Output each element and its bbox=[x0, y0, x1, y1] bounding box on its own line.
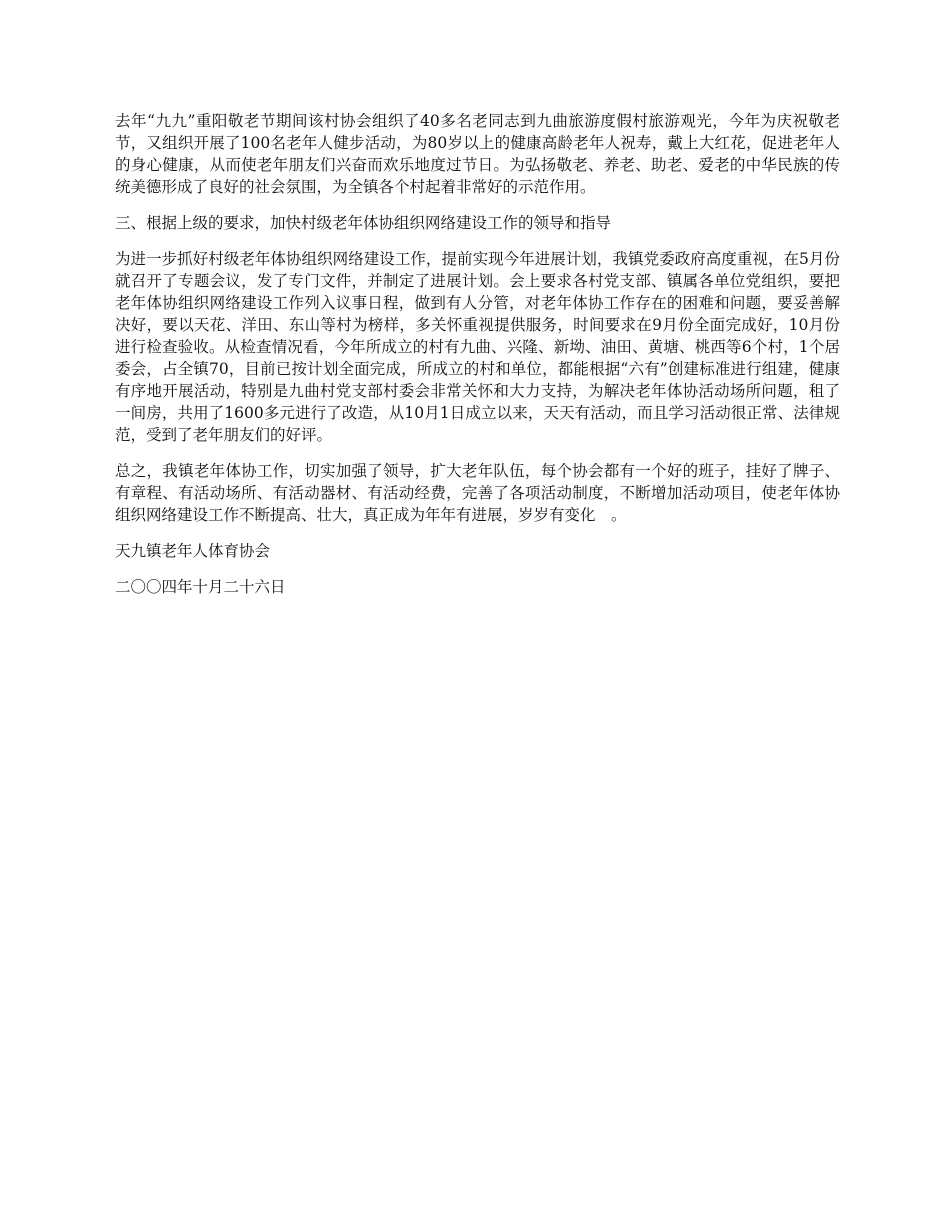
signature-date: 二〇〇四年十月二十六日 bbox=[115, 578, 286, 596]
paragraph-celebration: 去年“九九”重阳敬老节期间该村协会组织了40多名老同志到九曲旅游度假村旅游观光，今年为庆祝敬老节，又组织开展了100名老年人健步活动，为80岁以上的健康高龄老年人祝寿，戴上大红花，促进老年人的身心健康，从而使老年朋友们兴奋而欢乐地度过节日。为弘扬敬老、养老、助老、爱老的中华民族的传统美德形成了良好的社会氛围，为全镇各个村起着非常好的示范作用。 bbox=[115, 112, 840, 196]
paragraph-network-building: 为进一步抓好村级老年体协组织网络建设工作，提前实现今年进展计划，我镇党委政府高度重视，在5月份就召开了专题会议，发了专门文件，并制定了进展计划。会上要求各村党支部、镇属各单位党组织，要把老年体协组织网络建设工作列入议事日程，做到有人分管，对老年体协工作存在的困难和问题，要妥善解决好，要以天花、洋田、东山等村为榜样，多关怀重视提供服务，时间要求在9月份全面完成好，10月份进行检查验收。从检查情况看，今年所成立的村有九曲、兴隆、新坳、油田、黄塘、桃西等6个村，1个居委会，占全镇70，目前已按计划全面完成，所成立的村和单位，都能根据“六有”创建标准进行组建，健康有序地开展活动，特别是九曲村党支部村委会非常关怀和大力支持，为解决老年体协活动场所问题，租了一间房，共用了1600多元进行了改造，从10月1日成立以来，天天有活动，而且学习活动很正常、法律规范，受到了老年朋友们的好评。 bbox=[115, 250, 840, 444]
section-heading-three: 三、根据上级的要求，加快村级老年体协组织网络建设工作的领导和指导 bbox=[115, 214, 612, 232]
document-body bbox=[115, 110, 840, 612]
signature-organization: 天九镇老年人体育协会 bbox=[115, 542, 271, 560]
paragraph-summary: 总之，我镇老年体协工作，切实加强了领导，扩大老年队伍，每个协会都有一个好的班子，挂好了牌子、有章程、有活动场所、有活动器材、有活动经费，完善了各项活动制度，不断增加活动项目，使老年体协组织网络建设工作不断提高、壮大，真正成为年年有进展，岁岁有变化 。 bbox=[115, 462, 840, 524]
